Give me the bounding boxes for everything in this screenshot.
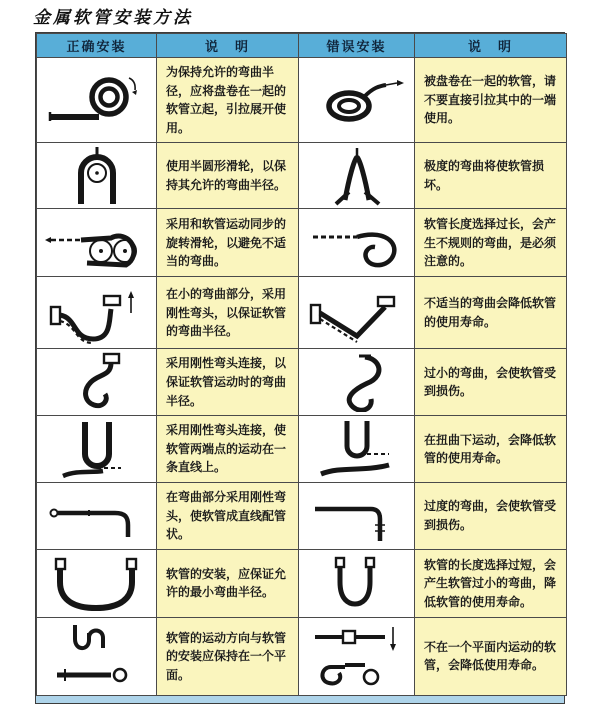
wrong-note: 被盘卷在一起的软管，请不要直接引拉其中的一端使用。 — [415, 58, 567, 143]
twisted-u-hose-icon — [307, 418, 407, 480]
table-row — [37, 617, 567, 695]
rigid-elbow-aligned-u-hose-icon — [47, 418, 147, 480]
correct-note: 软管的运动方向与软管的安装应保持在一个平面。 — [157, 617, 299, 695]
wrong-image-cell — [299, 143, 415, 209]
table-row — [37, 416, 567, 483]
correct-image-cell — [37, 209, 157, 277]
wrong-image-cell — [299, 277, 415, 349]
wrong-image-cell — [299, 483, 415, 550]
installation-guide-table — [36, 33, 567, 696]
correct-note: 采用刚性弯头连接，以保证软管运动时的弯曲半径。 — [157, 349, 299, 416]
correct-image-cell — [37, 143, 157, 209]
wrong-image-cell — [299, 617, 415, 695]
rigid-elbow-s-curve-hose-icon — [49, 352, 145, 412]
table-row — [37, 209, 567, 277]
wrong-note: 软管长度选择过长，会产生不规则的弯曲，是必须注意的。 — [415, 209, 567, 277]
installation-guide-table-wrap — [35, 32, 565, 704]
correct-note: 使用半圆形滑轮，以保持其允许的弯曲半径。 — [157, 143, 299, 209]
wrong-note: 不适当的弯曲会降低软管的使用寿命。 — [415, 277, 567, 349]
correct-image-cell — [37, 277, 157, 349]
too-small-bend-hook-hose-icon — [309, 352, 405, 412]
header-description-2: 说 明 — [415, 34, 567, 58]
header-wrong-install: 错误安装 — [299, 34, 415, 58]
correct-image-cell — [37, 349, 157, 416]
correct-image-cell — [37, 549, 157, 617]
correct-image-cell — [37, 617, 157, 695]
correct-note: 在弯曲部分采用刚性弯头，使软管成直线配管状。 — [157, 483, 299, 550]
overlong-hose-irregular-loop-icon — [307, 213, 407, 273]
flat-coil-end-pulled-hose-icon — [307, 70, 407, 130]
wrong-note: 在扭曲下运动，会降低软管的使用寿命。 — [415, 416, 567, 483]
wrong-note: 极度的弯曲将使软管损坏。 — [415, 143, 567, 209]
table-row — [37, 349, 567, 416]
overbent-elbow-hose-icon — [307, 487, 407, 545]
wrong-note: 过度的弯曲，会使软管受到损伤。 — [415, 483, 567, 550]
table-row — [37, 277, 567, 349]
wrong-image-cell — [299, 349, 415, 416]
correct-image-cell — [37, 58, 157, 143]
correct-note: 为保持允许的弯曲半径，应将盘卷在一起的软管立起，引拉展开使用。 — [157, 58, 299, 143]
wide-minimum-radius-u-hose-icon — [45, 552, 149, 614]
correct-note: 在小的弯曲部分，采用刚性弯头，以保证软管的弯曲半径。 — [157, 277, 299, 349]
wrong-image-cell — [299, 549, 415, 617]
correct-note: 采用刚性弯头连接，使软管两端点的运动在一条直线上。 — [157, 416, 299, 483]
sharply-kinked-hose-icon — [309, 146, 405, 206]
short-hose-tight-u-icon — [307, 552, 407, 614]
table-row — [37, 58, 567, 143]
improper-tight-bend-hose-icon — [307, 281, 407, 345]
header-row — [37, 34, 567, 58]
wrong-image-cell — [299, 416, 415, 483]
table-row — [37, 483, 567, 550]
table-row — [37, 143, 567, 209]
correct-image-cell — [37, 416, 157, 483]
out-of-plane-motion-hose-icon — [307, 621, 407, 691]
wrong-note: 过小的弯曲，会使软管受到损伤。 — [415, 349, 567, 416]
page-title: 金属软管安装方法 — [33, 8, 193, 28]
hose-on-synchronized-rollers-icon — [45, 213, 149, 273]
correct-note: 软管的安装，应保证允许的最小弯曲半径。 — [157, 549, 299, 617]
correct-image-cell — [37, 483, 157, 550]
wrong-note: 不在一个平面内运动的软管，会降低使用寿命。 — [415, 617, 567, 695]
correct-note: 采用和软管运动同步的旋转滑轮，以避免不适当的弯曲。 — [157, 209, 299, 277]
wrong-image-cell — [299, 209, 415, 277]
wrong-image-cell — [299, 58, 415, 143]
header-correct-install: 正确安装 — [37, 34, 157, 58]
single-plane-motion-hose-icon — [45, 621, 149, 691]
standing-coil-unrolling-hose-icon — [45, 68, 149, 132]
wrong-note: 软管的长度选择过短，会产生软管过小的弯曲，降低软管的使用寿命。 — [415, 549, 567, 617]
rigid-elbow-small-bend-hose-icon — [47, 281, 147, 345]
straight-run-rigid-elbow-hose-icon — [45, 487, 149, 545]
hose-over-semicircular-pulley-icon — [49, 146, 145, 206]
table-row — [37, 549, 567, 617]
header-description-1: 说 明 — [157, 34, 299, 58]
